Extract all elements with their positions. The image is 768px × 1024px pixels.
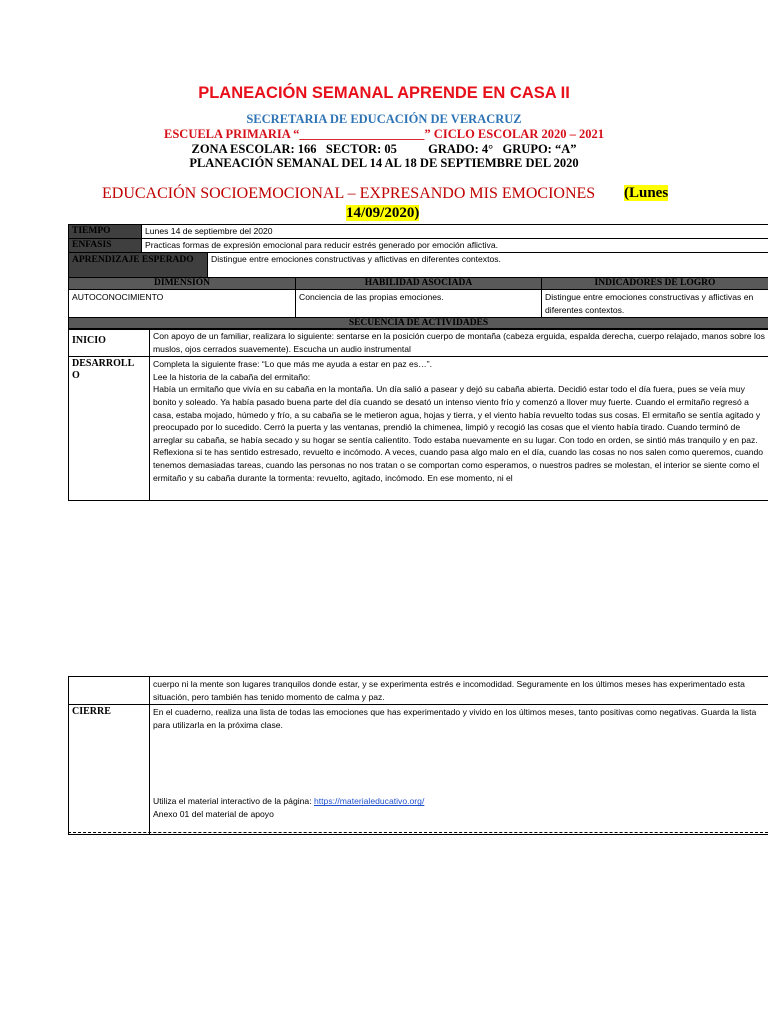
dimension-header: DIMENSIÓN: [69, 278, 296, 290]
dimension-table: [68, 277, 768, 330]
desarrollo-text: [150, 357, 768, 501]
page-bottom-divider: [68, 832, 768, 833]
desarrollo-paragraph: Lee la historia de la cabaña del ermitaño:: [153, 371, 311, 382]
date-highlight-1: (Lunes: [624, 185, 669, 201]
document-title: PLANEACIÓN SEMANAL APRENDE EN CASA II: [198, 84, 570, 102]
activities-table: [68, 328, 768, 501]
section-date-part2: [346, 205, 419, 222]
desarrollo-paragraph: Completa la siguiente frase: “Lo que más me ayuda a estar en paz es…”.: [153, 359, 432, 370]
habilidad-value: Conciencia de las propias emociones.: [296, 290, 542, 318]
anexo-line: Anexo 01 del material de apoyo: [153, 808, 274, 819]
planeacion-line: PLANEACIÓN SEMANAL DEL 14 AL 18 DE SEPTIEMBRE DEL 2020: [189, 156, 579, 170]
habilidad-header: HABILIDAD ASOCIADA: [296, 278, 542, 290]
material-link[interactable]: https://materialeducativo.org/: [313, 796, 425, 807]
desarrollo-label: [69, 357, 150, 501]
tiempo-label: TIEMPO: [69, 225, 142, 239]
activities-table-continued: [68, 676, 768, 835]
material-line: [153, 795, 765, 808]
material-prefix: Utiliza el material interactivo de la página:: [153, 796, 314, 807]
date-highlight-2: 14/09/2020): [346, 205, 420, 221]
enfasis-value: Practicas formas de expresión emocional para reducir estrés generado por emoción aflictiva.: [142, 239, 768, 253]
section-title: EDUCACIÓN SOCIOEMOCIONAL – EXPRESANDO MIS EMOCIONES: [102, 185, 596, 202]
desarrollo-paragraph: Reflexiona si te has sentido estresado, revuelto e incómodo. A veces, cuando pasa algo malo en el día, cuando las cosas no nos salen como queremos, cuando tenemos demasiadas tareas, cuando las personas no nos tratan o se comportan como esperamos, o nuestros padres se molestan, el interior se siente como el ermitaño y su cabaña durante la tormenta: revuelto, agitado, incómodo. En ese momento, ni el: [153, 447, 764, 483]
inicio-label: INICIO: [69, 329, 150, 357]
dimension-value: AUTOCONOCIMIENTO: [69, 290, 296, 318]
escuela-line: ESCUELA PRIMARIA “____________________” CICLO ESCOLAR 2020 – 2021: [164, 127, 604, 141]
desarrollo-label-text: DESARROLLO: [72, 358, 135, 382]
aprendizaje-label: APRENDIZAJE ESPERADO: [69, 253, 208, 279]
indicadores-value: Distingue entre emociones constructivas y aflictivas en diferentes contextos.: [542, 290, 768, 318]
section-date-part1: [624, 185, 668, 202]
aprendizaje-value: Distingue entre emociones constructivas y aflictivas en diferentes contextos.: [208, 253, 768, 279]
cierre-cell: [150, 705, 768, 835]
secuencia-header: SECUENCIA DE ACTIVIDADES: [69, 318, 768, 330]
inicio-text: Con apoyo de un familiar, realizara lo siguiente: sentarse en la posición cuerpo de montaña (cabeza erguida, espalda derecha, cuerpo relajado, manos sobre los muslos, ojos cerrados suavemente). Escucha un audio instrumental: [150, 329, 768, 357]
desarrollo-continuation: cuerpo ni la mente son lugares tranquilos donde estar, y se experimenta estrés e incomodidad. Seguramente en los últimos meses has experimentado esta situación, pero también has tenido momento de calma y paz.: [150, 677, 768, 705]
enfasis-label: ENFASIS: [69, 239, 142, 253]
indicadores-header: INDICADORES DE LOGRO: [542, 278, 768, 290]
tiempo-value: Lunes 14 de septiembre del 2020: [142, 225, 768, 239]
zona-text: ZONA ESCOLAR: 166 SECTOR: 05 GRADO: 4° GRUPO: “A”: [191, 142, 577, 156]
zona-line: [0, 142, 768, 157]
cierre-text: En el cuaderno, realiza una lista de todas las emociones que has experimentado y vivido en los últimos meses, tanto positivas como negativas. Guarda la lista para utilizarla en la próxima clase.: [153, 707, 757, 730]
secretaria-line: SECRETARIA DE EDUCACIÓN DE VERACRUZ: [246, 112, 522, 126]
desarrollo-paragraph: Había un ermitaño que vivía en su cabaña en la montaña. Un día salió a pasear y dejó su cabaña abierta. Decidió estar todo el día fuera, pues se veía muy bonito y soleado. Ya había pasado buena parte del día cuando se desató un intenso viento frío y comenzó a llover muy fuerte. Cuando el ermitaño regresó a casa, estaba mojado, húmedo y frío, a su cabaña se le metieron agua, hojas y tierra, y el viento había revuelto todas sus cosas. El ermitaño se sentía agitado y preocupado por lo sucedido. Cerró la puerta y las ventanas, prendió la chimenea, limpió y recogió las cosas que el viento había tirado. Cuando terminó de arreglar su cabaña, se había secado y su hogar se sentía calientito. Todo estaba nuevamente en su lugar. Con todo en orden, se sintió más tranquilo y en paz.: [153, 384, 761, 445]
continuation-empty-cell: [69, 677, 150, 705]
cierre-label: CIERRE: [69, 705, 150, 835]
cierre-spacer: [153, 731, 765, 795]
info-table: [68, 224, 768, 279]
